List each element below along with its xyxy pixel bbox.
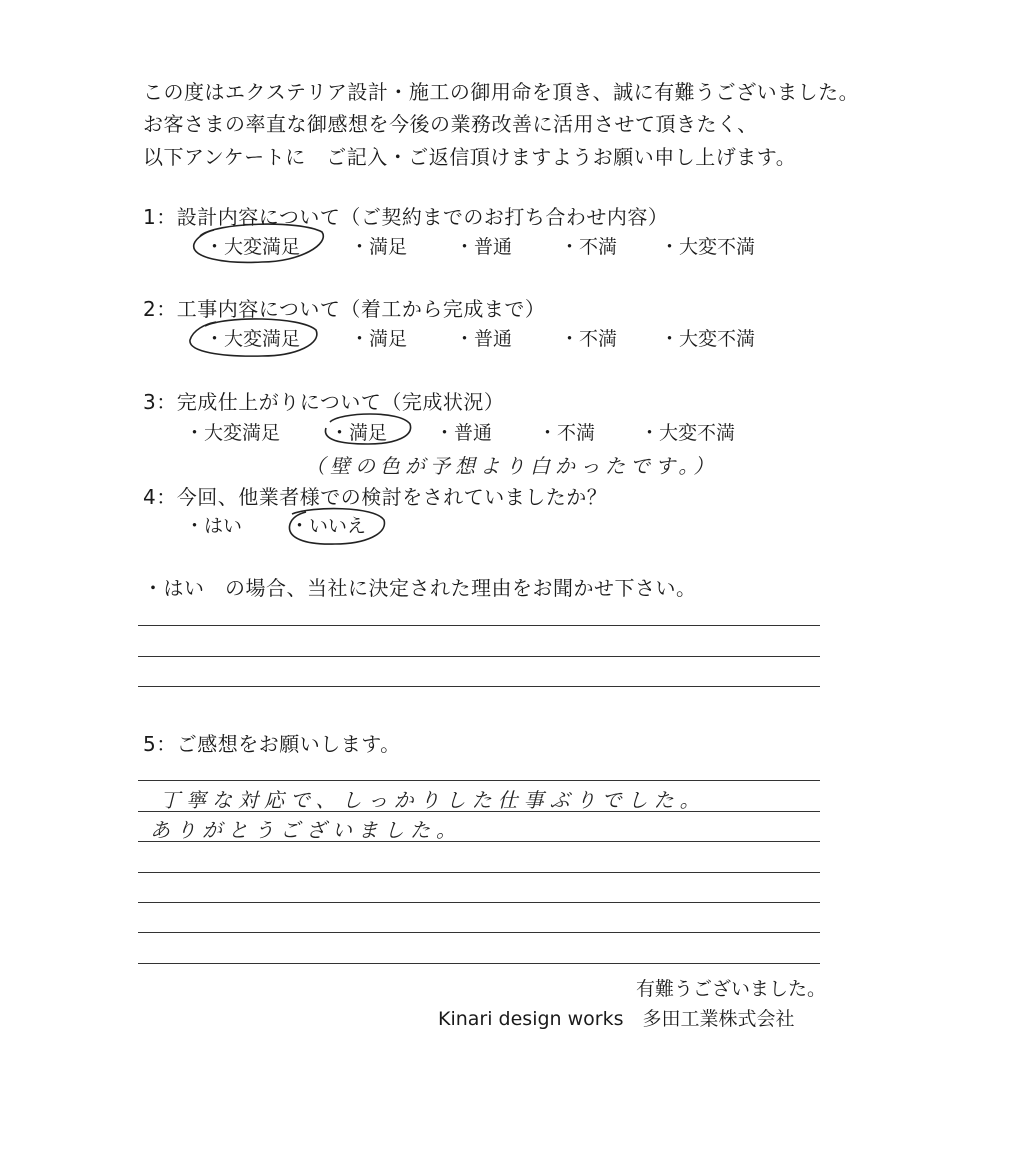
q3-handwritten-note: （壁の色が予想より白かったです。） [305, 454, 719, 478]
footer-company: Kinari design works 多田工業株式会社 [438, 1008, 795, 1030]
comment-handwritten-2: ありがとうございました。 [150, 818, 462, 842]
q4-option-no[interactable]: ・いいえ [290, 515, 367, 537]
q1-option-satisfied[interactable]: ・満足 [350, 236, 408, 258]
q1-option-dissatisfied[interactable]: ・不満 [560, 236, 618, 258]
reason-prompt: ・はい の場合、当社に決定された理由をお聞かせ下さい。 [143, 576, 697, 600]
q2-option-very-dissatisfied[interactable]: ・大変不満 [660, 328, 756, 350]
q1-option-very-dissatisfied[interactable]: ・大変不満 [660, 236, 756, 258]
intro-line-3: 以下アンケートに ご記入・ご返信頂けますようお願い申し上げます。 [143, 145, 797, 169]
q3-option-very-satisfied[interactable]: ・大変満足 [185, 422, 281, 444]
q3-option-very-dissatisfied[interactable]: ・大変不満 [640, 422, 736, 444]
question-3-title: 3：完成仕上がりについて（完成状況） [143, 390, 505, 414]
q2-option-dissatisfied[interactable]: ・不満 [560, 328, 618, 350]
footer-thanks: 有難うございました。 [636, 978, 827, 1000]
q4-selection-circle [289, 509, 384, 544]
q2-selection-circle [190, 319, 317, 356]
q1-selection-circle [194, 224, 324, 262]
q3-option-dissatisfied[interactable]: ・不満 [538, 422, 596, 444]
q1-option-very-satisfied[interactable]: ・大変満足 [205, 236, 301, 258]
question-1-title: 1：設計内容について（ご契約までのお打ち合わせ内容） [143, 205, 669, 229]
q2-option-very-satisfied[interactable]: ・大変満足 [205, 328, 301, 350]
q3-selection-circle [325, 414, 410, 444]
q2-option-satisfied[interactable]: ・満足 [350, 328, 408, 350]
question-2-title: 2：工事内容について（着工から完成まで） [143, 297, 546, 321]
intro-line-2: お客さまの率直な御感想を今後の業務改善に活用させて頂きたく、 [143, 112, 758, 136]
question-5-title: 5：ご感想をお願いします。 [143, 732, 401, 756]
intro-line-1: この度はエクステリア設計・施工の御用命を頂き、誠に有難うございました。 [143, 80, 860, 104]
q2-option-normal[interactable]: ・普通 [455, 328, 513, 350]
q3-option-normal[interactable]: ・普通 [435, 422, 493, 444]
question-4-title: 4：今回、他業者様での検討をされていましたか？ [143, 485, 608, 509]
q3-option-satisfied[interactable]: ・満足 [330, 422, 388, 444]
comment-handwritten-1: 丁寧な対応で、しっかりした仕事ぶりでした。 [160, 788, 706, 812]
q1-option-normal[interactable]: ・普通 [455, 236, 513, 258]
q4-option-yes[interactable]: ・はい [185, 515, 243, 537]
